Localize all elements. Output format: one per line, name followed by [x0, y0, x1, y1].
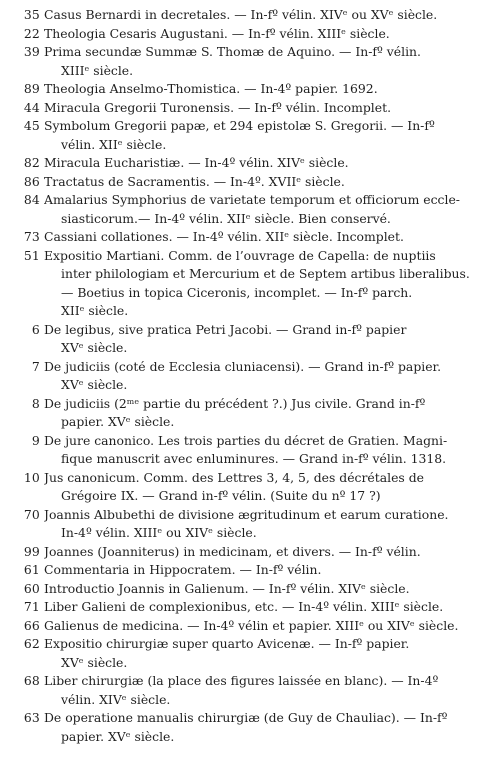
entry-continuation-line: XVᵉ siècle.: [61, 340, 128, 355]
entry-line: Amalarius Symphorius de varietate temporum et officiorum eccle-: [44, 192, 460, 207]
catalog-entry: [0, 173, 500, 192]
catalog-entry: [0, 709, 500, 746]
entry-line: Commentaria in Hippocratem. — In-fº vélin.: [44, 562, 322, 577]
catalog-entry: [0, 191, 500, 228]
catalog-entry: [0, 672, 500, 709]
entry-text: [44, 617, 500, 636]
entry-number: 71: [23, 599, 40, 614]
catalog-entry: [0, 543, 500, 562]
entry-line: Joannes (Joanniterus) in medicinam, et divers. — In-fº vélin.: [44, 543, 421, 559]
entry-number: 45: [23, 118, 40, 133]
catalog-entry: [0, 432, 500, 469]
entry-line: Jus canonicum. Comm. des Lettres 3, 4, 5, des décrétales de: [44, 469, 424, 485]
entry-text: [44, 358, 500, 395]
entry-continuation-line: vélin. XIVᵉ siècle.: [61, 691, 171, 707]
entry-text: [44, 154, 500, 173]
entry-text: [44, 99, 500, 118]
entry-line: Miracula Eucharistiæ. — In-4º vélin. XIVᵉ siècle.: [44, 155, 349, 170]
entry-text: [44, 321, 500, 358]
entry-text: [44, 173, 500, 192]
catalog-entry: [0, 598, 500, 617]
entry-line: Theologia Cesaris Augustani. — In-fº vélin. XIIIᵉ siècle.: [44, 25, 390, 41]
entry-text: [44, 25, 500, 44]
entry-number: 44: [23, 99, 40, 115]
entry-line: Liber Galieni de complexionibus, etc. — In-4º vélin. XIIIᵉ siècle.: [44, 599, 444, 614]
entry-continuation-line: siasticorum.— In-4º vélin. XIIᵉ siècle. Bien conservé.: [61, 210, 391, 226]
catalog-entry: [0, 228, 500, 247]
entry-text: [44, 43, 500, 80]
entry-line: Expositio Martiani. Comm. de l’ouvrage de Capella: de nuptiis: [44, 247, 436, 263]
entry-line: Casus Bernardi in decretales. — In-fº vélin. XIVᵉ ou XVᵉ siècle.: [44, 7, 438, 22]
entry-number: 8: [31, 395, 40, 411]
entry-continuation-line: fique manuscrit avec enluminures. — Grand in-fº vélin. 1318.: [61, 451, 447, 466]
entry-continuation-line: Grégoire IX. — Grand in-fº vélin. (Suite du nº 17 ?): [61, 488, 381, 503]
entry-text: [44, 635, 500, 672]
entry-continuation-line: XIIIᵉ siècle.: [61, 62, 134, 78]
entry-number: 60: [23, 580, 40, 596]
entry-text: [44, 580, 500, 599]
entry-number: 35: [23, 7, 40, 22]
entry-line: De jure canonico. Les trois parties du décret de Gratien. Magni-: [44, 432, 448, 448]
entry-continuation-line: inter philologiam et Mercurium et de Septem artibus liberalibus.: [61, 266, 470, 281]
catalog-entry: [0, 506, 500, 543]
catalog-entry: [0, 561, 500, 580]
entry-number: 9: [31, 432, 40, 448]
entry-continuation-line: — Boetius in topica Ciceronis, incomplet. — In-fº parch.: [61, 284, 413, 300]
entry-text: [44, 247, 500, 321]
catalog-entry: [0, 635, 500, 672]
entry-number: 66: [23, 617, 40, 633]
entry-line: Introductio Joannis in Galienum. — In-fº vélin. XIVᵉ siècle.: [44, 580, 410, 596]
entry-number: 61: [23, 562, 40, 577]
entry-line: Theologia Anselmo-Thomistica. — In-4º papier. 1692.: [44, 81, 378, 96]
entry-number: 51: [23, 247, 40, 263]
entry-line: Tractatus de Sacramentis. — In-4º. XVIIᵉ siècle.: [44, 173, 345, 189]
entry-text: [44, 709, 500, 746]
entry-text: [44, 117, 500, 154]
entry-line: Prima secundæ Summæ S. Thomæ de Aquino. — In-fº vélin.: [44, 44, 421, 59]
entry-text: [44, 6, 500, 25]
entry-continuation-line: papier. XVᵉ siècle.: [61, 728, 175, 744]
entry-number: 99: [23, 543, 40, 559]
entry-line: Liber chirurgiæ (la place des figures laissée en blanc). — In-4º: [44, 673, 439, 688]
entry-text: [44, 395, 500, 432]
entry-number: 7: [31, 358, 40, 374]
entry-number: 68: [23, 673, 40, 688]
entry-continuation-line: papier. XVᵉ siècle.: [61, 414, 175, 429]
catalog-entry: [0, 395, 500, 432]
entry-line: Galienus de medicina. — In-4º vélin et papier. XIIIᵉ ou XIVᵉ siècle.: [44, 617, 459, 633]
entry-line: Cassiani collationes. — In-4º vélin. XIIᵉ siècle. Incomplet.: [44, 229, 404, 244]
entry-text: [44, 432, 500, 469]
entry-text: [44, 672, 500, 709]
entry-number: 63: [23, 710, 40, 725]
entry-continuation-line: XVᵉ siècle.: [61, 377, 128, 392]
entry-number: 86: [23, 173, 40, 189]
entry-line: Joannis Albubethi de divisione ægritudinum et earum curatione.: [44, 506, 449, 522]
entry-text: [44, 80, 500, 99]
catalog-entry: [0, 321, 500, 358]
entry-number: 10: [23, 469, 40, 485]
catalog-entry: [0, 43, 500, 80]
entry-continuation-line: XVᵉ siècle.: [61, 654, 128, 670]
catalog-page: [0, 6, 500, 746]
catalog-entry: [0, 580, 500, 599]
catalog-entry: [0, 80, 500, 99]
entry-line: De judiciis (coté de Ecclesia cluniacensi). — Grand in-fº papier.: [44, 358, 442, 374]
entry-line: Symbolum Gregorii papæ, et 294 epistolæ S. Gregorii. — In-fº: [44, 118, 435, 133]
entry-line: Expositio chirurgiæ super quarto Avicenæ. — In-fº papier.: [44, 636, 410, 651]
catalog-entry: [0, 99, 500, 118]
entry-number: 84: [23, 192, 40, 207]
catalog-entry: [0, 6, 500, 25]
entry-line: De legibus, sive pratica Petri Jacobi. — Grand in-fº papier: [44, 321, 407, 337]
entry-text: [44, 228, 500, 247]
entry-line: De operatione manualis chirurgiæ (de Guy de Chauliac). — In-fº: [44, 710, 448, 725]
entry-number: 89: [23, 81, 40, 96]
entry-number: 82: [23, 155, 40, 170]
entry-text: [44, 543, 500, 562]
entry-text: [44, 561, 500, 580]
catalog-entry: [0, 25, 500, 44]
entry-number: 22: [23, 25, 40, 41]
entry-continuation-line: In-4º vélin. XIIIᵉ ou XIVᵉ siècle.: [61, 525, 257, 540]
entry-continuation-line: XIIᵉ siècle.: [61, 303, 129, 318]
entry-number: 70: [23, 506, 40, 522]
catalog-entry: [0, 617, 500, 636]
entry-number: 39: [23, 44, 40, 59]
catalog-entry: [0, 117, 500, 154]
entry-number: 73: [23, 229, 40, 244]
entry-line: Miracula Gregorii Turonensis. — In-fº vélin. Incomplet.: [44, 99, 392, 115]
catalog-entry: [0, 469, 500, 506]
entry-number: 6: [31, 321, 40, 337]
catalog-entry: [0, 154, 500, 173]
entry-continuation-line: vélin. XIIᵉ siècle.: [61, 136, 167, 152]
catalog-entry: [0, 247, 500, 321]
entry-line: De judiciis (2ᵐᵉ partie du précédent ?.) Jus civile. Grand in-fº: [44, 395, 426, 411]
entry-text: [44, 469, 500, 506]
entry-number: 62: [23, 636, 40, 651]
catalog-entry: [0, 358, 500, 395]
entry-text: [44, 598, 500, 617]
entry-text: [44, 506, 500, 543]
entry-text: [44, 191, 500, 228]
